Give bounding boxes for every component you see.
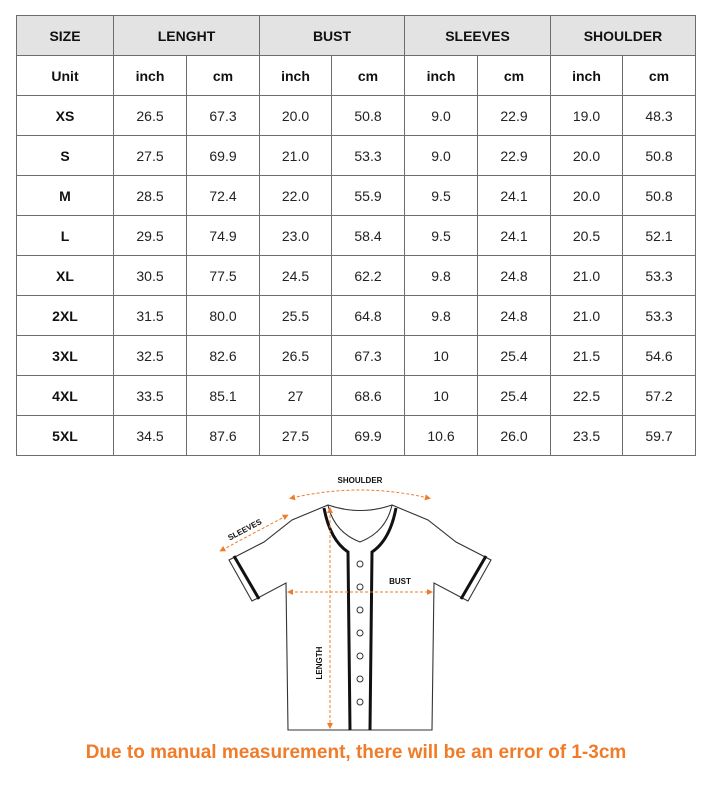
table-row: [17, 216, 696, 256]
measurement-cell: 80.0: [187, 296, 260, 336]
unit-cell: inch: [114, 56, 187, 96]
unit-row: [17, 56, 696, 96]
measurement-cell: 50.8: [623, 136, 696, 176]
measurement-cell: 25.4: [478, 336, 551, 376]
table-row: [17, 416, 696, 456]
measurement-cell: 87.6: [187, 416, 260, 456]
size-label: 5XL: [17, 416, 114, 456]
measurement-cell: 27: [260, 376, 332, 416]
unit-label: Unit: [17, 56, 114, 96]
measurement-cell: 10: [405, 336, 478, 376]
measurement-cell: 25.4: [478, 376, 551, 416]
measurement-cell: 69.9: [332, 416, 405, 456]
table-row: [17, 96, 696, 136]
measurement-cell: 23.5: [551, 416, 623, 456]
measurement-cell: 55.9: [332, 176, 405, 216]
header-size: SIZE: [17, 16, 114, 56]
unit-cell: inch: [551, 56, 623, 96]
measurement-cell: 31.5: [114, 296, 187, 336]
size-label: XL: [17, 256, 114, 296]
size-label: M: [17, 176, 114, 216]
baseball-jersey-icon: [210, 468, 510, 740]
table-row: [17, 176, 696, 216]
measurement-cell: 26.0: [478, 416, 551, 456]
measurement-cell: 26.5: [114, 96, 187, 136]
measurement-cell: 68.6: [332, 376, 405, 416]
measurement-cell: 57.2: [623, 376, 696, 416]
measurement-cell: 30.5: [114, 256, 187, 296]
measurement-cell: 24.5: [260, 256, 332, 296]
measurement-cell: 59.7: [623, 416, 696, 456]
measurement-cell: 67.3: [332, 336, 405, 376]
measurement-cell: 26.5: [260, 336, 332, 376]
measurement-cell: 54.6: [623, 336, 696, 376]
size-label: S: [17, 136, 114, 176]
measurement-cell: 74.9: [187, 216, 260, 256]
measurement-cell: 20.0: [551, 176, 623, 216]
measurement-cell: 23.0: [260, 216, 332, 256]
measurement-cell: 22.5: [551, 376, 623, 416]
unit-cell: inch: [405, 56, 478, 96]
measurement-cell: 77.5: [187, 256, 260, 296]
measurement-cell: 33.5: [114, 376, 187, 416]
header-row: [17, 16, 696, 56]
header-shoulder: SHOULDER: [551, 16, 696, 56]
measurement-cell: 9.8: [405, 256, 478, 296]
header-bust: BUST: [260, 16, 405, 56]
measurement-cell: 67.3: [187, 96, 260, 136]
measurement-cell: 10: [405, 376, 478, 416]
table-row: [17, 296, 696, 336]
measurement-cell: 20.5: [551, 216, 623, 256]
measurement-cell: 9.5: [405, 216, 478, 256]
header-length: LENGHT: [114, 16, 260, 56]
measurement-cell: 22.9: [478, 96, 551, 136]
measurement-cell: 21.5: [551, 336, 623, 376]
unit-cell: cm: [478, 56, 551, 96]
size-label: 4XL: [17, 376, 114, 416]
measurement-cell: 22.9: [478, 136, 551, 176]
measurement-cell: 19.0: [551, 96, 623, 136]
table-row: [17, 136, 696, 176]
shoulder-measure-line: [292, 490, 428, 498]
measurement-cell: 27.5: [260, 416, 332, 456]
jersey-outline: [229, 505, 491, 730]
table-row: [17, 376, 696, 416]
table-row: [17, 336, 696, 376]
measurement-cell: 53.3: [623, 296, 696, 336]
bust-label: BUST: [389, 577, 411, 586]
unit-cell: cm: [187, 56, 260, 96]
measurement-cell: 21.0: [551, 296, 623, 336]
measurement-cell: 24.1: [478, 216, 551, 256]
measurement-cell: 20.0: [260, 96, 332, 136]
size-chart-table: [16, 15, 696, 456]
measurement-cell: 72.4: [187, 176, 260, 216]
measurement-cell: 9.5: [405, 176, 478, 216]
measurement-cell: 28.5: [114, 176, 187, 216]
measurement-cell: 22.0: [260, 176, 332, 216]
sleeves-label: SLEEVES: [226, 517, 264, 543]
measurement-cell: 27.5: [114, 136, 187, 176]
length-label: LENGTH: [315, 646, 324, 680]
unit-cell: inch: [260, 56, 332, 96]
shoulder-label: SHOULDER: [337, 476, 383, 485]
measurement-cell: 21.0: [551, 256, 623, 296]
measurement-cell: 24.8: [478, 296, 551, 336]
size-label: XS: [17, 96, 114, 136]
measurement-cell: 48.3: [623, 96, 696, 136]
measurement-cell: 24.8: [478, 256, 551, 296]
measurement-cell: 9.0: [405, 136, 478, 176]
table-row: [17, 256, 696, 296]
measurement-cell: 25.5: [260, 296, 332, 336]
measurement-cell: 10.6: [405, 416, 478, 456]
jersey-measurement-diagram: [210, 468, 510, 740]
measurement-cell: 64.8: [332, 296, 405, 336]
measurement-cell: 21.0: [260, 136, 332, 176]
measurement-cell: 58.4: [332, 216, 405, 256]
measurement-cell: 20.0: [551, 136, 623, 176]
measurement-cell: 24.1: [478, 176, 551, 216]
measurement-cell: 29.5: [114, 216, 187, 256]
measurement-cell: 52.1: [623, 216, 696, 256]
measurement-cell: 53.3: [332, 136, 405, 176]
measurement-cell: 34.5: [114, 416, 187, 456]
measurement-cell: 32.5: [114, 336, 187, 376]
measurement-cell: 50.8: [332, 96, 405, 136]
measurement-cell: 50.8: [623, 176, 696, 216]
unit-cell: cm: [623, 56, 696, 96]
measurement-cell: 62.2: [332, 256, 405, 296]
measurement-cell: 82.6: [187, 336, 260, 376]
measurement-cell: 69.9: [187, 136, 260, 176]
measurement-cell: 53.3: [623, 256, 696, 296]
size-label: 3XL: [17, 336, 114, 376]
measurement-cell: 9.0: [405, 96, 478, 136]
unit-cell: cm: [332, 56, 405, 96]
measurement-cell: 85.1: [187, 376, 260, 416]
size-label: L: [17, 216, 114, 256]
measurement-error-note: Due to manual measurement, there will be an error of 1-3cm: [85, 742, 627, 763]
measurement-cell: 9.8: [405, 296, 478, 336]
size-label: 2XL: [17, 296, 114, 336]
header-sleeves: SLEEVES: [405, 16, 551, 56]
